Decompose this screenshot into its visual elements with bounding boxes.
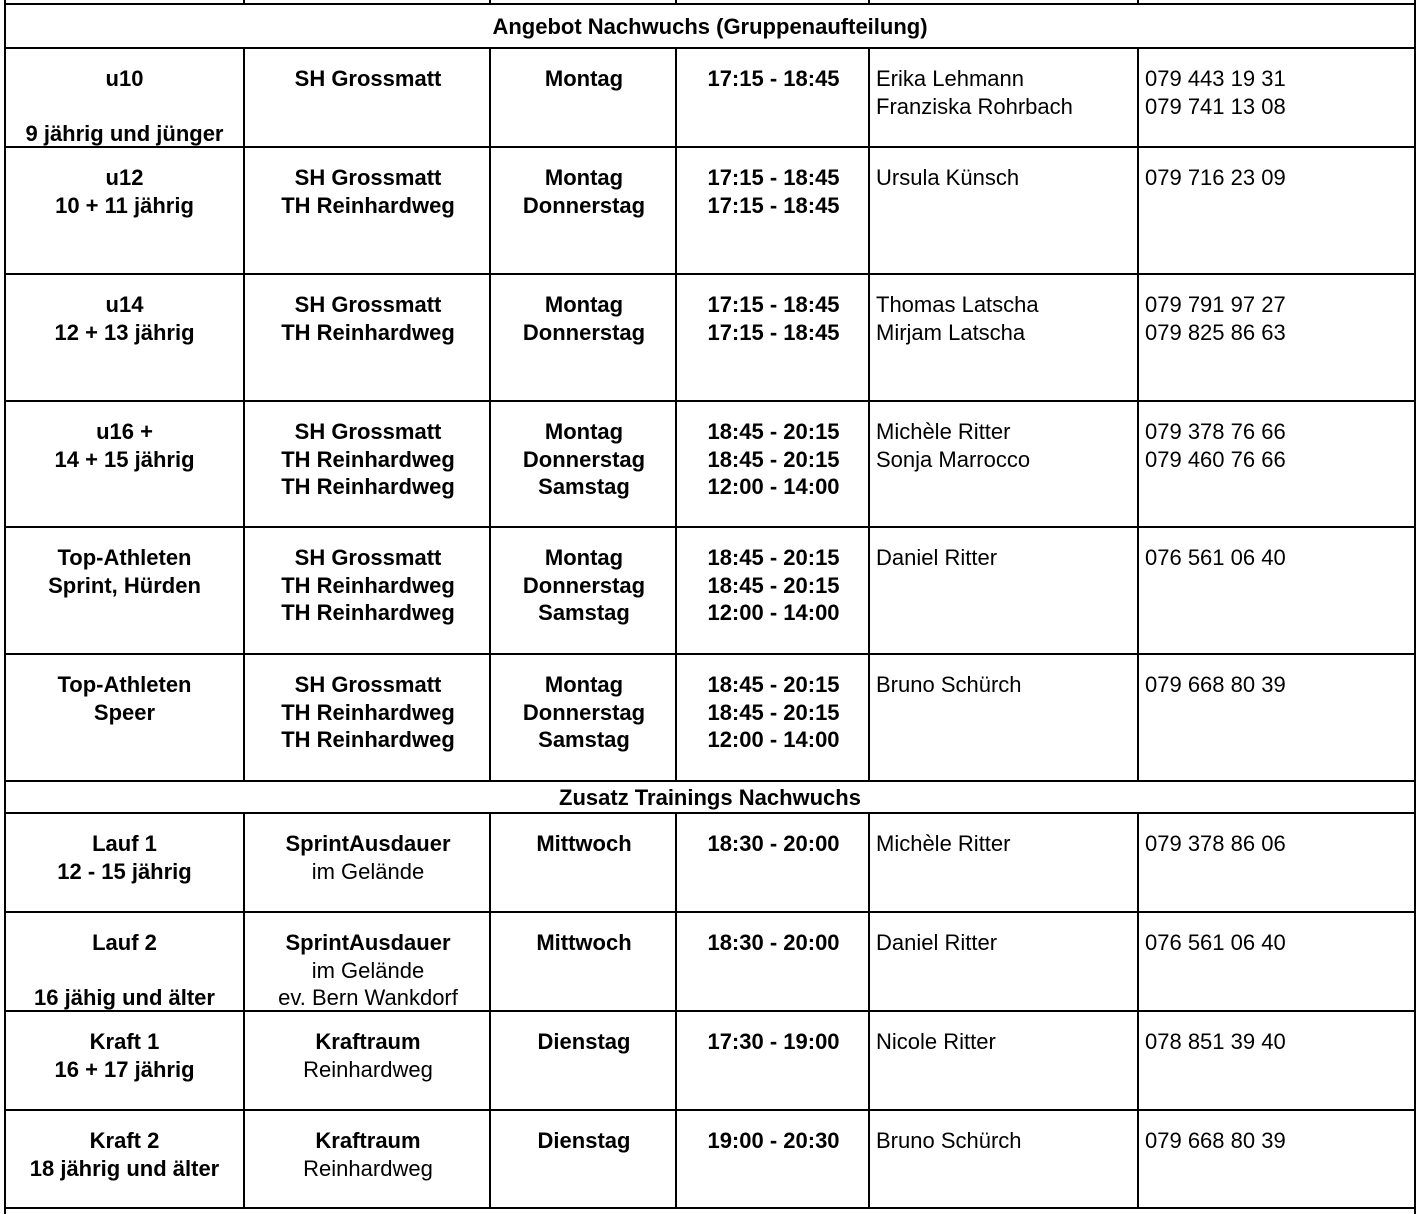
grid-line [4,400,1416,402]
location-cell-line: TH Reinhardweg [281,572,455,598]
location-cell-line: ev. Bern Wankdorf [278,985,458,1010]
grid-line [243,812,245,911]
time-cell-line: 18:30 - 20:00 [707,831,840,856]
group-cell [4,164,245,273]
location-cell-line: SH Grossmatt [294,419,442,444]
location-cell [245,291,491,400]
grid-line [868,400,870,526]
day-cell-line: Montag [544,292,624,317]
grid-line [868,273,870,400]
grid-line [4,146,1416,148]
phone-cell-line: 079 378 86 06 [1145,831,1286,856]
phone-cell-line: 079 460 76 66 [1145,446,1286,472]
phone-cell-line: 079 741 13 08 [1145,93,1286,119]
section-title-zusatz: Zusatz Trainings Nachwuchs [559,785,861,810]
grid-line [243,1010,245,1109]
trainer-cell [870,830,1139,911]
grid-line [4,1109,1416,1111]
location-cell-line: TH Reinhardweg [281,474,455,499]
day-cell-line: Dienstag [537,1029,631,1054]
phone-cell-line: 079 443 19 31 [1145,66,1286,91]
grid-line [1137,1010,1139,1109]
grid-line [675,1109,677,1207]
day-cell-line: Dienstag [537,1128,631,1153]
location-cell-line: TH Reinhardweg [281,727,455,752]
group-cell-line: Sprint, Hürden [48,572,201,598]
grid-line [1137,653,1139,780]
location-cell-line: SprintAusdauer [285,831,451,856]
grid-line [4,1207,1416,1209]
trainer-cell-line: Michèle Ritter [876,419,1011,444]
trainer-cell [870,164,1139,273]
group-cell [4,544,245,653]
time-cell-line: 17:15 - 18:45 [707,319,840,345]
day-cell [491,830,677,911]
grid-line [675,1010,677,1109]
trainer-cell-line: Sonja Marrocco [876,446,1031,472]
trainer-cell-line: Thomas Latscha [876,292,1039,317]
group-cell [4,929,245,1010]
grid-line [675,47,677,146]
phone-cell-line: 076 561 06 40 [1145,545,1286,570]
grid-line [4,1010,1416,1012]
phone-cell [1139,1028,1416,1109]
group-cell-line: 16 jähig und älter [34,985,215,1010]
time-cell-line: 18:45 - 20:15 [707,446,840,472]
trainer-cell [870,1127,1139,1207]
phone-cell [1139,671,1416,780]
day-cell-line: Mittwoch [536,930,632,955]
time-cell-line: 18:45 - 20:15 [707,419,840,444]
phone-cell [1139,164,1416,273]
day-cell [491,65,677,146]
grid-line [1137,526,1139,653]
grid-line [868,526,870,653]
group-cell-line: 16 + 17 jährig [54,1056,195,1082]
group-cell-line: Top-Athleten [57,545,192,570]
phone-cell [1139,544,1416,653]
grid-line [1137,400,1139,526]
time-cell [677,1028,870,1109]
day-cell-line: Donnerstag [522,192,646,218]
day-cell-line: Samstag [538,474,630,499]
trainer-cell-line: Bruno Schürch [876,1128,1022,1153]
phone-cell-line: 079 668 80 39 [1145,672,1286,697]
phone-cell-line: 079 668 80 39 [1145,1128,1286,1153]
trainer-cell-line: Franziska Rohrbach [876,93,1073,119]
day-cell [491,671,677,780]
group-cell [4,1028,245,1109]
trainer-cell-line: Nicole Ritter [876,1029,996,1054]
grid-line [4,812,1416,814]
location-cell-line: TH Reinhardweg [281,192,455,218]
time-cell [677,671,870,780]
grid-line [675,146,677,273]
location-cell-line: Reinhardweg [303,1155,433,1181]
phone-cell-line: 078 851 39 40 [1145,1029,1286,1054]
grid-line [243,146,245,273]
group-cell-line: Kraft 2 [89,1128,160,1153]
trainer-cell [870,291,1139,400]
grid-line [1137,146,1139,273]
location-cell-line: SH Grossmatt [294,672,442,697]
group-cell-line: 12 - 15 jährig [57,858,192,884]
grid-line [1137,1109,1139,1207]
location-cell [245,418,491,526]
grid-line [868,1010,870,1109]
location-cell-line: SH Grossmatt [294,165,442,190]
day-cell-line: Montag [544,66,624,91]
phone-cell-line: 079 825 86 63 [1145,319,1286,345]
location-cell [245,1028,491,1109]
time-cell-line: 12:00 - 14:00 [707,600,840,625]
group-cell-line: u10 [105,66,144,91]
grid-line [489,47,491,146]
time-cell-line: 17:15 - 18:45 [707,192,840,218]
day-cell-line: Montag [544,672,624,697]
day-cell [491,929,677,1010]
trainer-cell [870,418,1139,526]
day-cell [491,1127,677,1207]
day-cell [491,164,677,273]
grid-line [675,812,677,911]
grid-line [4,273,1416,275]
time-cell-line: 18:30 - 20:00 [707,930,840,955]
time-cell-line: 17:15 - 18:45 [707,165,840,190]
location-cell [245,544,491,653]
grid-line [868,146,870,273]
group-cell [4,65,245,146]
group-cell-line: Lauf 1 [92,831,157,856]
grid-line [489,1109,491,1207]
trainer-cell [870,544,1139,653]
grid-line [243,47,245,146]
time-cell-line: 17:15 - 18:45 [707,292,840,317]
location-cell [245,1127,491,1207]
trainer-cell-line: Michèle Ritter [876,831,1011,856]
grid-line [675,526,677,653]
day-cell-line: Donnerstag [522,572,646,598]
grid-line [489,812,491,911]
day-cell-line: Donnerstag [522,319,646,345]
grid-line [489,911,491,1010]
phone-cell [1139,418,1416,526]
time-cell [677,544,870,653]
grid-line [675,400,677,526]
grid-line [675,273,677,400]
group-cell-line: Top-Athleten [57,672,192,697]
phone-cell [1139,65,1416,146]
time-cell [677,830,870,911]
phone-cell-line: 079 791 97 27 [1145,292,1286,317]
phone-cell [1139,291,1416,400]
group-cell-line: u12 [105,165,144,190]
grid-line [243,653,245,780]
grid-line [489,1010,491,1109]
grid-line [1137,273,1139,400]
group-cell [4,291,245,400]
grid-line [243,400,245,526]
location-cell-line: TH Reinhardweg [281,319,455,345]
day-cell-line: Donnerstag [522,699,646,725]
group-cell-line: 14 + 15 jährig [54,446,195,472]
grid-line [1137,911,1139,1010]
location-cell-line: SprintAusdauer [285,930,451,955]
grid-line [4,526,1416,528]
trainer-cell-line: Bruno Schürch [876,672,1022,697]
group-cell [4,1127,245,1207]
grid-line [675,653,677,780]
group-cell [4,671,245,780]
section-title-angebot: Angebot Nachwuchs (Gruppenaufteilung) [492,14,928,39]
location-cell-line: TH Reinhardweg [281,600,455,625]
time-cell [677,418,870,526]
day-cell [491,1028,677,1109]
time-cell-line: 18:45 - 20:15 [707,672,840,697]
group-cell-line: 18 jährig und älter [29,1155,220,1181]
location-cell-line: TH Reinhardweg [281,446,455,472]
trainer-cell [870,671,1139,780]
grid-line [489,146,491,273]
grid-line [1137,47,1139,146]
trainer-cell-line: Daniel Ritter [876,545,998,570]
grid-line [868,1109,870,1207]
location-cell-line: im Gelände [311,957,425,983]
grid-line [489,653,491,780]
day-cell-line: Donnerstag [522,446,646,472]
group-cell-line: 9 jährig und jünger [25,121,224,146]
group-cell-line: 12 + 13 jährig [54,319,195,345]
day-cell [491,291,677,400]
phone-cell [1139,1127,1416,1207]
location-cell [245,929,491,1010]
grid-line [243,911,245,1010]
location-cell-line: Kraftraum [315,1128,421,1153]
time-cell [677,164,870,273]
location-cell-line: SH Grossmatt [294,292,442,317]
day-cell-line: Montag [544,419,624,444]
location-cell [245,671,491,780]
day-cell-line: Mittwoch [536,831,632,856]
group-cell [4,418,245,526]
time-cell-line: 12:00 - 14:00 [707,474,840,499]
location-cell-line: Kraftraum [315,1029,421,1054]
day-cell-line: Samstag [538,727,630,752]
time-cell [677,291,870,400]
grid-line [675,911,677,1010]
time-cell-line: 17:30 - 19:00 [707,1029,840,1054]
day-cell-line: Montag [544,165,624,190]
phone-cell-line: 079 716 23 09 [1145,165,1286,190]
trainer-cell [870,1028,1139,1109]
location-cell-line: im Gelände [311,858,425,884]
trainer-cell [870,929,1139,1010]
phone-cell-line: 076 561 06 40 [1145,930,1286,955]
time-cell-line: 17:15 - 18:45 [707,66,840,91]
location-cell-line: TH Reinhardweg [281,699,455,725]
location-cell [245,830,491,911]
grid-line [243,1109,245,1207]
time-cell-line: 18:45 - 20:15 [707,699,840,725]
day-cell [491,544,677,653]
grid-line [868,812,870,911]
grid-line [4,653,1416,655]
location-cell-line: SH Grossmatt [294,545,442,570]
grid-line [489,526,491,653]
time-cell-line: 18:45 - 20:15 [707,545,840,570]
time-cell [677,1127,870,1207]
trainer-cell [870,65,1139,146]
day-cell-line: Montag [544,545,624,570]
phone-cell [1139,929,1416,1010]
group-cell-line: 10 + 11 jährig [55,192,194,218]
grid-line [243,526,245,653]
location-cell [245,164,491,273]
grid-line [1137,812,1139,911]
phone-cell [1139,830,1416,911]
time-cell [677,65,870,146]
grid-line [489,400,491,526]
trainer-cell-line: Mirjam Latscha [876,319,1026,345]
group-cell-line: Lauf 2 [92,930,157,955]
grid-line [243,273,245,400]
grid-line [489,273,491,400]
grid-line [868,47,870,146]
trainer-cell-line: Ursula Künsch [876,165,1020,190]
group-cell-line: Kraft 1 [89,1029,160,1054]
location-cell-line: SH Grossmatt [294,66,442,91]
trainer-cell-line: Daniel Ritter [876,930,998,955]
training-schedule-table [4,0,1416,1214]
location-cell [245,65,491,146]
time-cell-line: 19:00 - 20:30 [707,1128,840,1153]
grid-line [4,911,1416,913]
trainer-cell-line: Erika Lehmann [876,66,1024,91]
group-cell [4,830,245,911]
time-cell-line: 12:00 - 14:00 [707,727,840,752]
grid-line [4,47,1416,49]
day-cell [491,418,677,526]
grid-line [868,911,870,1010]
group-cell-line: Speer [93,699,156,725]
location-cell-line: Reinhardweg [303,1056,433,1082]
group-cell-line: u16 + [96,419,153,444]
grid-line [868,653,870,780]
group-cell-line: u14 [105,292,144,317]
time-cell [677,929,870,1010]
day-cell-line: Samstag [538,600,630,625]
phone-cell-line: 079 378 76 66 [1145,419,1286,444]
time-cell-line: 18:45 - 20:15 [707,572,840,598]
